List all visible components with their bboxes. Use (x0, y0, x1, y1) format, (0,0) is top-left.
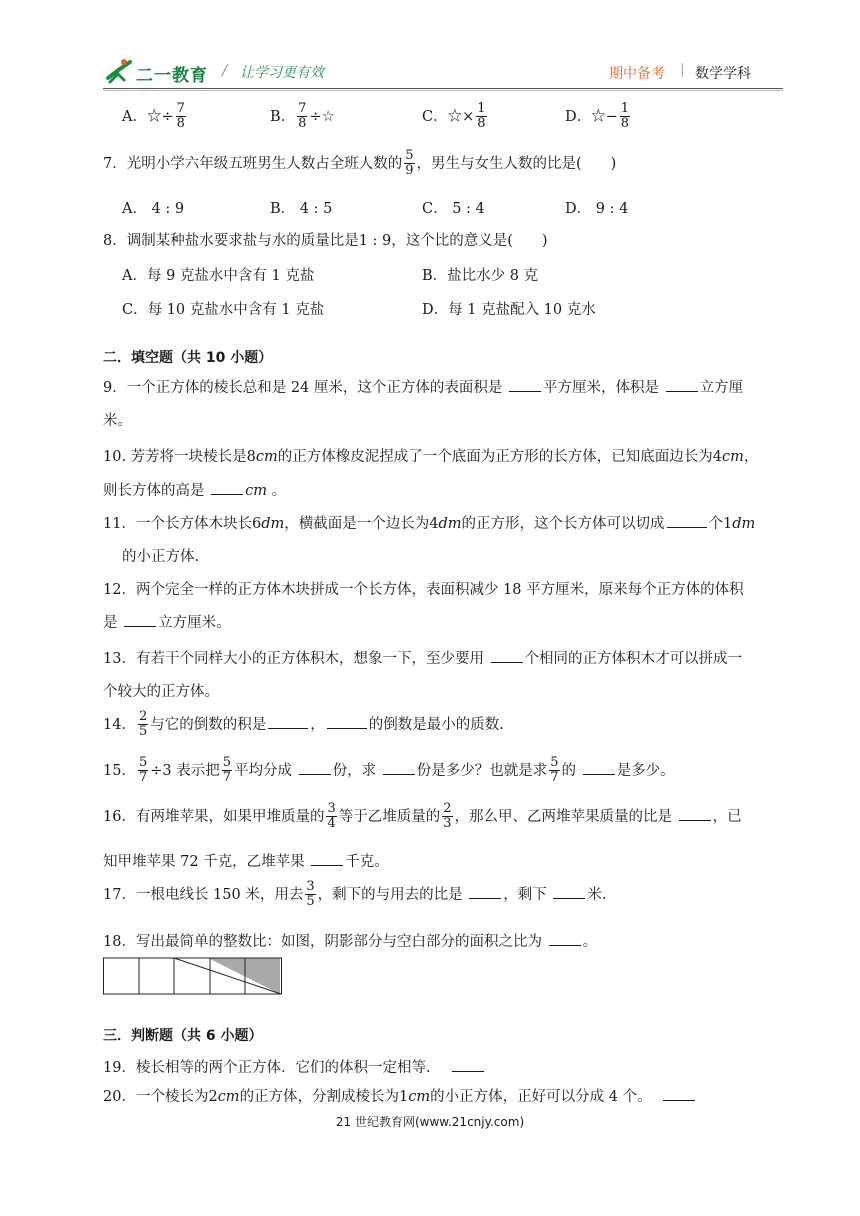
q9-line2: 米。 (103, 413, 132, 429)
footer-text: 21 世纪教育网(www.21cnjy.com) (335, 1115, 525, 1129)
slogan: 让学习更有效 (240, 65, 324, 81)
answer-blank[interactable] (679, 806, 711, 821)
answer-blank[interactable] (667, 513, 707, 528)
runner-logo-icon (104, 56, 134, 86)
q6-option-c: C．☆× $\frac{1}{8}$ (422, 101, 486, 132)
answer-blank[interactable] (299, 760, 331, 775)
q8-option-c: C．每 10 克盐水中含有 1 克盐 (122, 302, 325, 318)
answer-blank[interactable] (549, 931, 581, 946)
q18-line: 18．写出最简单的整数比：如图，阴影部分与空白部分的面积之比为 。 (103, 930, 597, 951)
q13-line1: 13．有若干个同样大小的正方体积木，想象一下，至少要用 个相同的正方体积木才可以拼成一 (103, 647, 742, 668)
q10-line1: 10. 芳芳将一块棱长是8cm的正方体橡皮泥捏成了一个底面为正方形的长方体，已知底面边长为4cm， (103, 449, 759, 465)
answer-blank[interactable] (211, 480, 243, 495)
answer-blank[interactable] (583, 760, 615, 775)
header-rule (103, 88, 783, 89)
q16-line1: 16．有两堆苹果，如果甲堆质量的 $\frac{3}{4}$ 等于乙堆质量的 $\frac{2}{3}$ ，那么甲、乙两堆苹果质量的比是 ，已 (103, 801, 742, 832)
q11-line1: 11．一个长方体木块长6dm，横截面是一个边长为4dm的正方形，这个长方体可以切成 个1dm (103, 512, 755, 533)
section-fill-heading: 二．填空题（共 10 小题） (103, 350, 273, 366)
q7-option-b: B． 4 : 5 (270, 201, 333, 217)
answer-blank[interactable] (553, 884, 585, 899)
answer-blank[interactable] (124, 612, 156, 627)
logo-text: 二一教育 (136, 66, 208, 86)
answer-blank[interactable] (469, 884, 501, 899)
q9-line1: 9．一个正方体的棱长总和是 24 厘米，这个正方体的表面积是 平方厘米，体积是 立方厘 (103, 376, 743, 397)
answer-blank[interactable] (311, 851, 343, 866)
exam-tag: 期中备考 (609, 66, 665, 82)
answer-blank[interactable] (666, 377, 698, 392)
answer-blank[interactable] (663, 1086, 695, 1101)
q16-line2: 知甲堆苹果 72 千克，乙堆苹果 千克。 (103, 850, 389, 871)
shaded-strip-figure (102, 956, 284, 996)
q6-option-b: B． $\frac{7}{8}$ ÷☆ (270, 101, 335, 132)
q11-line2: 的小正方体. (122, 549, 200, 565)
q8-option-a: A．每 9 克盐水中含有 1 克盐 (122, 268, 315, 284)
subject-tag: 数学学科 (695, 66, 751, 82)
q13-line2: 个较大的正方体。 (103, 684, 219, 700)
answer-blank[interactable] (383, 760, 415, 775)
q6-option-a: A．☆÷ $\frac{7}{8}$ (122, 101, 185, 132)
answer-blank[interactable] (491, 648, 523, 663)
q14-line: 14． $\frac{2}{5}$ 与它的倒数的积是 ， 的倒数是最小的质数. (103, 709, 504, 740)
header-rule-thin (103, 90, 783, 91)
tag-separator: | (680, 62, 685, 78)
q12-line1: 12．两个完全一样的正方体木块拼成一个长方体，表面积减少 18 平方厘米，原来每个正方体的体积 (103, 582, 744, 598)
q20-line: 20．一个棱长为2cm的正方体，分割成棱长为1cm的小正方体，正好可以分成 4 个。 (103, 1085, 697, 1106)
q7-option-c: C． 5 : 4 (422, 201, 485, 217)
answer-blank[interactable] (509, 377, 541, 392)
q7-option-d: D． 9 : 4 (565, 201, 629, 217)
q19-line: 19．棱长相等的两个正方体．它们的体积一定相等． (103, 1056, 486, 1077)
q7-stem: 7．光明小学六年级五班男生人数占全班人数的 $\frac{5}{9}$ ，男生与女生人数的比是( ) (103, 148, 617, 179)
answer-blank[interactable] (268, 714, 308, 729)
answer-blank[interactable] (327, 714, 367, 729)
q8-option-b: B．盐比水少 8 克 (422, 268, 539, 284)
q6-option-d: D．☆− $\frac{1}{8}$ (565, 101, 630, 132)
q7-option-a: A． 4 : 9 (122, 201, 185, 217)
section-judge-heading: 三．判断题（共 6 小题） (103, 1028, 263, 1044)
q15-line: 15． $\frac{5}{7}$ ÷3 表示把 $\frac{5}{7}$ 平均分成 份，求 份是多少？也就是求 $\frac{5}{7}$ 的 是多少。 (103, 755, 675, 786)
q17-line: 17．一根电线长 150 米，用去 $\frac{3}{5}$ ，剩下的与用去的比是 ，剩下 米. (103, 879, 607, 910)
header-slash: / (222, 61, 228, 79)
answer-blank[interactable] (452, 1057, 484, 1072)
shaded-triangle (208, 958, 280, 994)
q8-option-d: D．每 1 克盐配入 10 克水 (422, 302, 596, 318)
q8-stem: 8．调制某种盐水要求盐与水的质量比是1 : 9，这个比的意义是( ) (103, 233, 548, 249)
q10-line2: 则长方体的高是 cm 。 (103, 479, 286, 500)
q12-line2: 是 立方厘米。 (103, 611, 231, 632)
